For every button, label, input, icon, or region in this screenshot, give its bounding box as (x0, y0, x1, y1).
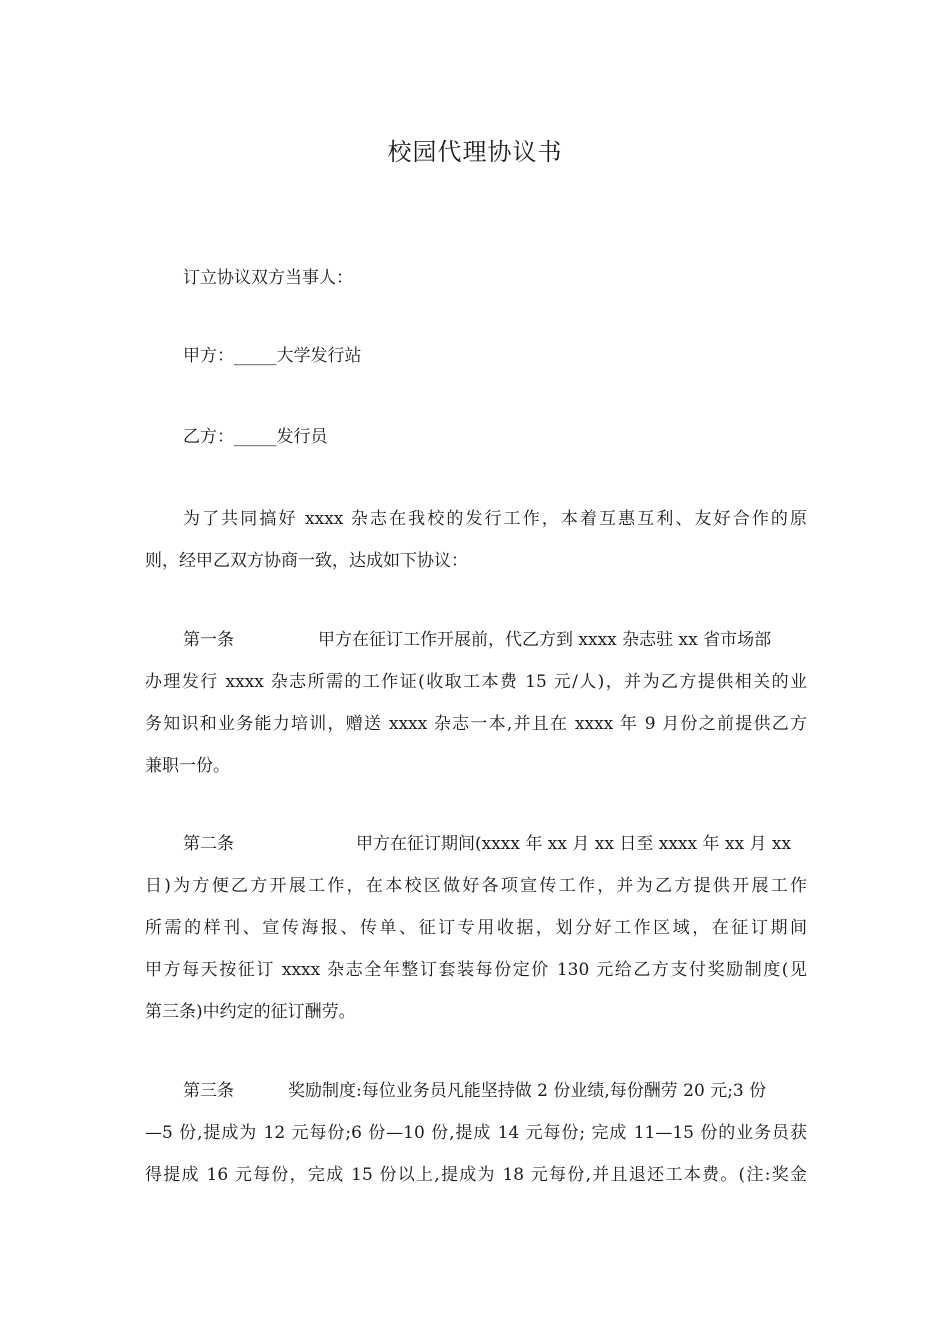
article-2-first-text: 甲方在征订期间(xxxx 年 xx 月 xx 日至 xxxx 年 xx 月 xx (356, 834, 792, 854)
article-3-line: —5 份,提成为 12 元每份;6 份—10 份,提成 14 元每份; 完成 11—15 份的业务员获 (145, 1123, 807, 1143)
party-b: 乙方：_____发行员 (183, 427, 328, 447)
article-2-label: 第二条 (183, 834, 234, 854)
article-2-line: 第三条)中约定的征订酬劳。 (145, 1002, 356, 1022)
parties-intro: 订立协议双方当事人： (183, 268, 353, 288)
article-1-first-line (145, 628, 807, 652)
article-2-line: 甲方每天按征订 xxxx 杂志全年整订套装每份定价 130 元给乙方支付奖励制度(见 (145, 960, 807, 980)
article-3-line: 得提成 16 元每份，完成 15 份以上,提成为 18 元每份,并且退还工本费。(注:奖金 (145, 1165, 807, 1185)
article-1-first-text: 甲方在征订工作开展前，代乙方到 xxxx 杂志驻 xx 省市场部 (318, 630, 772, 650)
article-1-line: 务知识和业务能力培训，赠送 xxxx 杂志一本,并且在 xxxx 年 9 月份之前提供乙方 (145, 714, 807, 734)
article-1-line: 办理发行 xxxx 杂志所需的工作证(收取工本费 15 元/人)，并为乙方提供相关的业 (145, 672, 807, 692)
article-1-line: 兼职一份。 (145, 756, 230, 776)
article-2-line: 所需的样刊、宣传海报、传单、征订专用收据，划分好工作区域，在征订期间 (145, 918, 807, 938)
article-2-line: 日)为方便乙方开展工作，在本校区做好各项宣传工作，并为乙方提供开展工作 (145, 876, 807, 896)
article-3-first-text: 奖励制度:每位业务员凡能坚持做 2 份业绩,每份酬劳 20 元;3 份 (288, 1081, 767, 1101)
article-3-first-line (145, 1079, 807, 1103)
article-2-first-line (145, 832, 807, 856)
preamble-line: 为了共同搞好 xxxx 杂志在我校的发行工作，本着互惠互利、友好合作的原 (183, 509, 807, 529)
article-1-label: 第一条 (183, 630, 234, 650)
party-a: 甲方：_____大学发行站 (183, 346, 362, 366)
preamble-line: 则，经甲乙双方协商一致，达成如下协议： (145, 551, 468, 571)
article-3-label: 第三条 (183, 1081, 234, 1101)
document-title: 校园代理协议书 (387, 138, 563, 166)
